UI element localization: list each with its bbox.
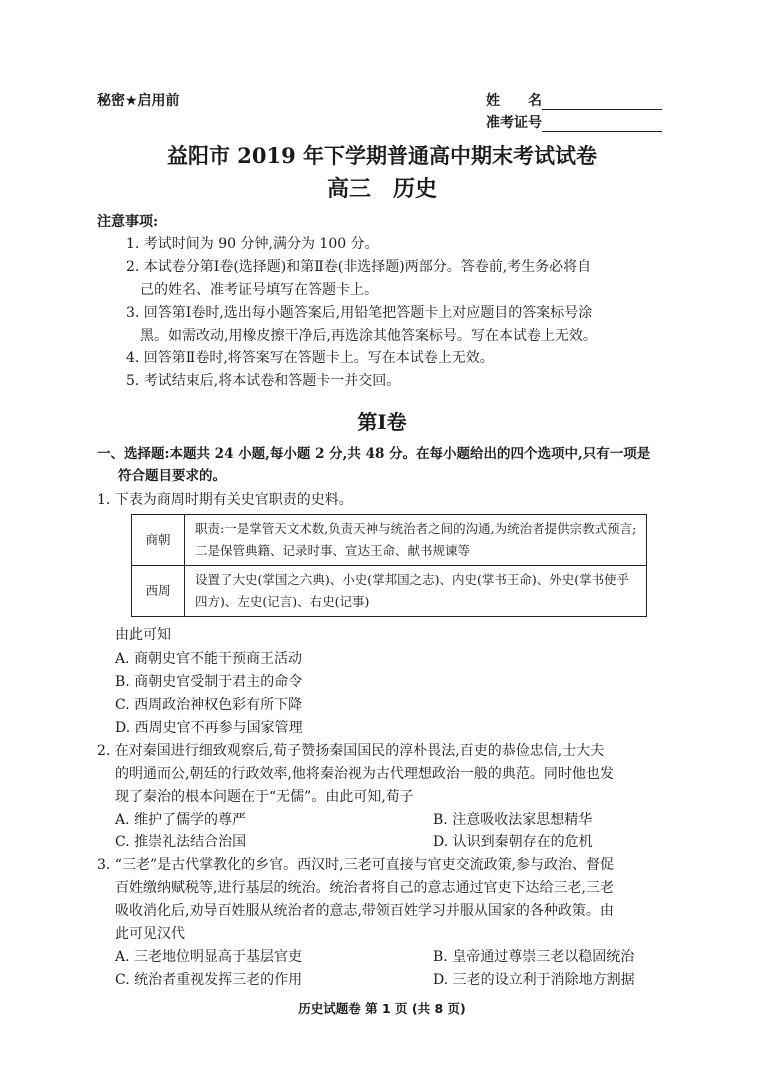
option: D. 西周史官不再参与国家管理	[115, 720, 303, 736]
option: C. 统治者重视发挥三老的作用	[115, 972, 303, 988]
option: C. 推崇礼法结合治国	[115, 834, 247, 850]
secret-label: 秘密★启用前	[97, 93, 180, 109]
part-title: 第Ⅰ卷	[357, 410, 407, 434]
section-instructions: 符合题目要求的。	[118, 468, 226, 484]
option: A. 维护了儒学的尊严	[115, 812, 247, 828]
dynasty-cell: 西周	[132, 566, 185, 617]
notice-item: 1. 考试时间为 90 分钟,满分为 100 分。	[126, 236, 379, 252]
section-instructions: 一、选择题:本题共 24 小题,每小题 2 分,共 48 分。在每小题给出的四个选项中,只有一项是	[97, 446, 651, 462]
notice-item: 己的姓名、准考证号填写在答题卡上。	[140, 282, 378, 298]
question-stem: 3. “三老”是古代掌教化的乡官。西汉时,三老可直接与官吏交流政策,参与政治、督促	[97, 857, 615, 873]
exam-subtitle: 高三 历史	[326, 176, 437, 202]
question-stem: 吸收消化后,劝导百姓服从统治者的意志,带领百姓学习并服从国家的各种政策。由	[115, 903, 614, 919]
description-cell: 职责:一是掌管天文术数,负责天神与统治者之间的沟通,为统治者提供宗教式预言;二是保管典籍、记录时事、宣达王命、献书规谏等	[185, 515, 647, 566]
option: B. 皇帝通过尊崇三老以稳固统治	[433, 949, 635, 965]
history-table	[131, 514, 647, 617]
id-underline	[542, 115, 662, 132]
option: D. 认识到秦朝存在的危机	[433, 834, 593, 850]
notice-heading: 注意事项:	[97, 214, 159, 230]
page-footer: 历史试题卷 第 1 页 (共 8 页)	[298, 1001, 466, 1016]
option: B. 商朝史官受制于君主的命令	[115, 674, 303, 690]
dynasty-cell: 商朝	[132, 515, 185, 566]
option: A. 三老地位明显高于基层官吏	[115, 949, 303, 965]
notice-item: 黑。如需改动,用橡皮擦干净后,再选涂其他答案标号。写在本试卷上无效。	[140, 328, 597, 344]
question-stem: 的明通而公,朝廷的行政效率,他将秦治视为古代理想政治一般的典范。同时他也发	[115, 766, 614, 782]
question-stem: 1. 下表为商周时期有关史官职责的史料。	[97, 492, 353, 508]
description-cell: 设置了大史(掌国之六典)、小史(掌邦国之志)、内史(掌书王命)、外史(掌书使乎四方)、左史(记言)、右史(记事)	[185, 566, 647, 617]
name-label: 姓 名	[486, 93, 542, 109]
option: B. 注意吸收法家思想精华	[433, 812, 593, 828]
notice-item: 5. 考试结束后,将本试卷和答题卡一并交回。	[126, 373, 401, 389]
question-stem: 2. 在对秦国进行细致观察后,荀子赞扬秦国国民的淳朴畏法,百吏的恭俭忠信,士大夫	[97, 743, 605, 759]
id-field	[486, 112, 662, 132]
option: A. 商朝史官不能干预商王活动	[115, 651, 303, 667]
exam-title: 益阳市 2019 年下学期普通高中期末考试试卷	[166, 143, 598, 168]
name-underline	[542, 93, 662, 110]
question-stem: 此可见汉代	[115, 926, 185, 942]
name-field	[486, 90, 662, 110]
option: D. 三老的设立利于消除地方割据	[433, 972, 635, 988]
notice-item: 3. 回答第Ⅰ卷时,选出每小题答案后,用铅笔把答题卡上对应题目的答案标号涂	[126, 305, 593, 321]
notice-item: 2. 本试卷分第Ⅰ卷(选择题)和第Ⅱ卷(非选择题)两部分。答卷前,考生务必将自	[126, 259, 592, 275]
question-stem: 百姓缴纳赋税等,进行基层的统治。统治者将自己的意志通过官吏下达给三老,三老	[115, 880, 614, 896]
option: C. 西周政治神权色彩有所下降	[115, 697, 303, 713]
question-lead: 由此可知	[115, 627, 171, 643]
table-row	[132, 515, 647, 566]
table-row	[132, 566, 647, 617]
question-stem: 现了秦治的根本问题在于“无儒”。由此可知,荀子	[115, 789, 414, 805]
id-label: 准考证号	[486, 115, 542, 131]
notice-item: 4. 回答第Ⅱ卷时,将答案写在答题卡上。写在本试卷上无效。	[126, 350, 494, 366]
